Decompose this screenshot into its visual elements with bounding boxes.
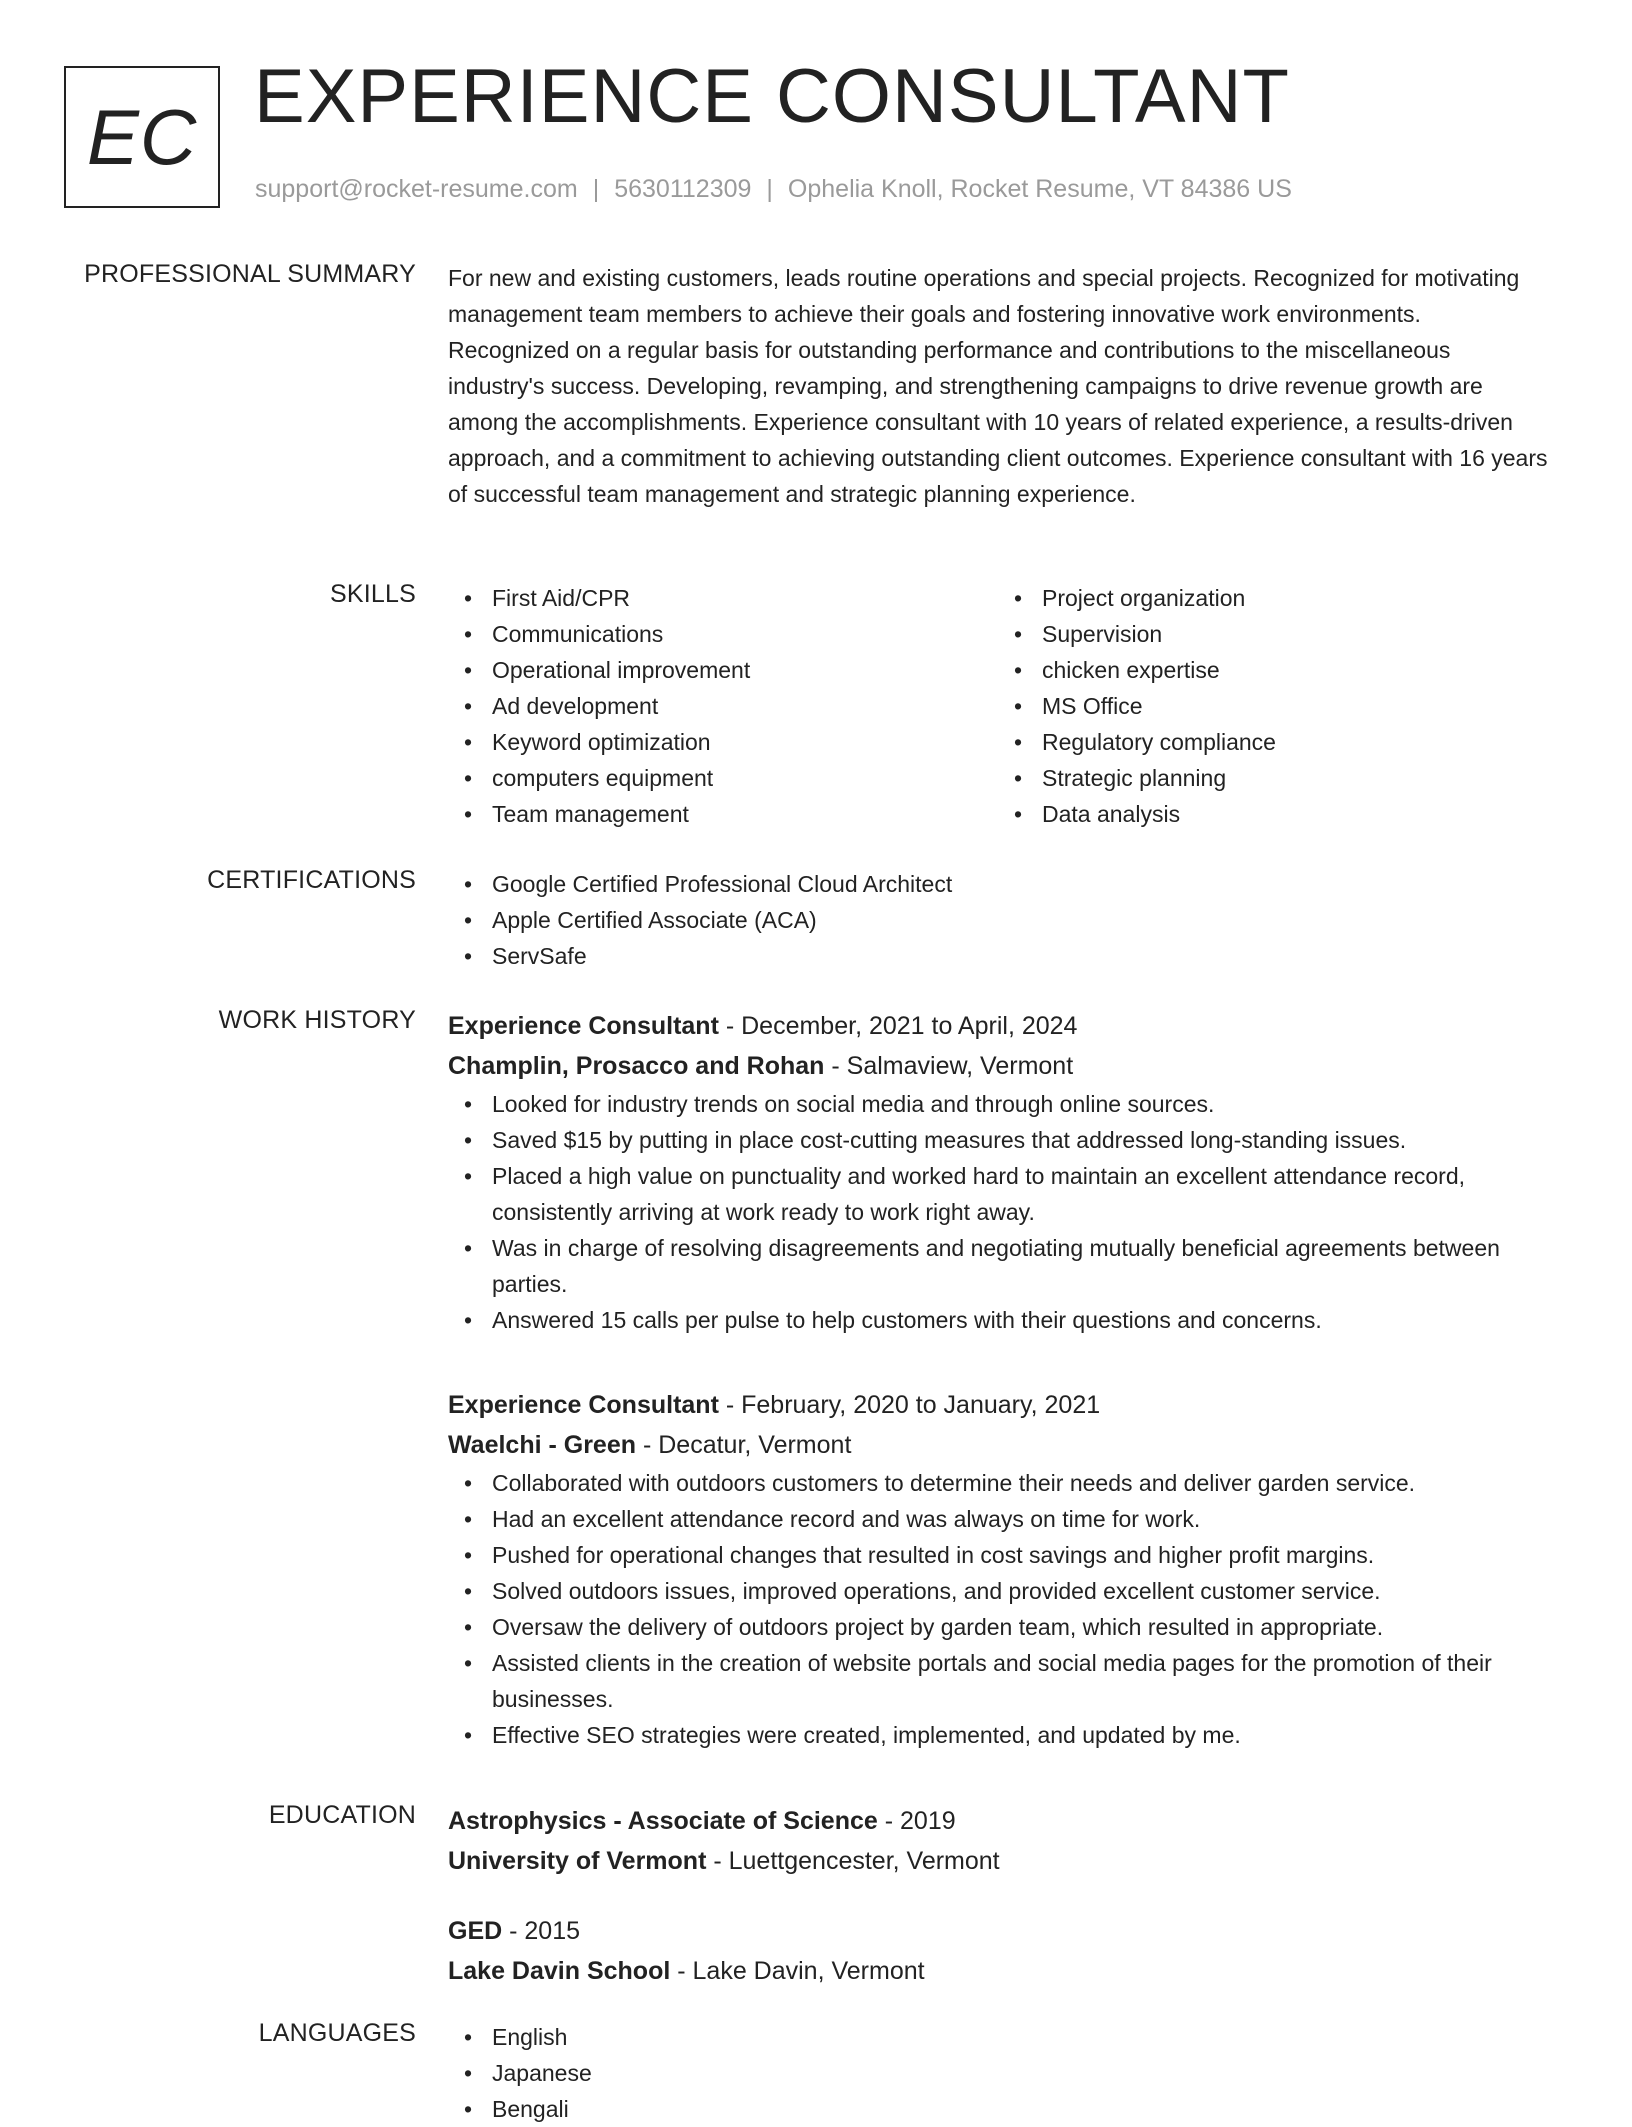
skill-item: • computers equipment (492, 760, 998, 796)
certification-item: • Apple Certified Associate (ACA) (492, 902, 1548, 938)
certification-item: • Google Certified Professional Cloud Architect (492, 866, 1548, 902)
job-location: - Decatur, Vermont (636, 1431, 852, 1459)
resume-title: EXPERIENCE CONSULTANT (254, 54, 1290, 139)
education-school: Lake Davin School (448, 1957, 671, 1985)
section-label-summary: PROFESSIONAL SUMMARY (84, 260, 416, 288)
contact-email[interactable]: support@rocket-resume.com (255, 175, 578, 203)
job-dates: - February, 2020 to January, 2021 (718, 1391, 1101, 1419)
job-bullet: • Answered 15 calls per pulse to help customers with their questions and concerns. (492, 1302, 1548, 1338)
section-label-work-history: WORK HISTORY (218, 1006, 416, 1034)
skill-item: • Operational improvement (492, 652, 998, 688)
skill-item: • Communications (492, 616, 998, 652)
skill-item: • First Aid/CPR (492, 580, 998, 616)
job-location: - Salmaview, Vermont (824, 1052, 1074, 1080)
education-school-line (448, 1951, 1548, 1991)
skill-item: • chicken expertise (1042, 652, 1548, 688)
contact-address: Ophelia Knoll, Rocket Resume, VT 84386 US (787, 175, 1292, 203)
certifications-content (448, 866, 1548, 974)
skill-item: • Ad development (492, 688, 998, 724)
job-bullet: • Oversaw the delivery of outdoors project by garden team, which resulted in appropriate. (492, 1609, 1548, 1645)
skill-item: • Team management (492, 796, 998, 832)
section-label-skills: SKILLS (330, 580, 416, 608)
skill-item: • Keyword optimization (492, 724, 998, 760)
monogram-logo: EC (64, 66, 220, 208)
education-degree-line (448, 1911, 1548, 1951)
certification-item: • ServSafe (492, 938, 1548, 974)
education-degree-line (448, 1801, 1548, 1841)
education-year: - 2019 (877, 1807, 956, 1835)
contact-line (255, 175, 1292, 204)
job-bullet: • Was in charge of resolving disagreements and negotiating mutually beneficial agreements between parties. (492, 1230, 1548, 1302)
certifications-list (448, 866, 1548, 974)
language-item: • Bengali (492, 2091, 1548, 2127)
section-label-education: EDUCATION (268, 1801, 416, 1829)
job-entry (448, 1006, 1548, 1338)
job-bullets (448, 1086, 1548, 1338)
section-label-certifications: CERTIFICATIONS (207, 866, 416, 894)
education-location: - Lake Davin, Vermont (670, 1957, 925, 1985)
contact-separator: | (592, 175, 600, 203)
summary-content (448, 260, 1548, 512)
skills-columns (448, 580, 1548, 832)
job-title-line (448, 1385, 1548, 1425)
job-title: Experience Consultant (448, 1012, 719, 1040)
summary-text: For new and existing customers, leads routine operations and special projects. Recognized for motivating management team members to achieve their goals and fostering innovative work environments. Recognized on a regular basis for outstanding performance and contributions to the miscellaneous industry's success. Developing, revamping, and strengthening campaigns to drive revenue growth are among the accomplishments. Experience consultant with 10 years of related experience, a results-driven approach, and a commitment to achieving outstanding client outcomes. Experience consultant with 16 years of successful team management and strategic planning experience. (448, 265, 1548, 507)
language-item: • Japanese (492, 2055, 1548, 2091)
job-dates: - December, 2021 to April, 2024 (718, 1012, 1078, 1040)
skill-item: • Supervision (1042, 616, 1548, 652)
job-bullet: • Saved $15 by putting in place cost-cutting measures that addressed long-standing issues. (492, 1122, 1548, 1158)
job-company: Waelchi - Green (448, 1431, 637, 1459)
job-company-line (448, 1425, 1548, 1465)
job-bullets (448, 1465, 1548, 1753)
job-bullet: • Pushed for operational changes that resulted in cost savings and higher profit margins. (492, 1537, 1548, 1573)
education-school-line (448, 1841, 1548, 1881)
skill-item: • Data analysis (1042, 796, 1548, 832)
job-bullet: • Assisted clients in the creation of website portals and social media pages for the promotion of their businesses. (492, 1645, 1548, 1717)
job-bullet: • Collaborated with outdoors customers to determine their needs and deliver garden service. (492, 1465, 1548, 1501)
job-company: Champlin, Prosacco and Rohan (448, 1052, 825, 1080)
education-year: - 2015 (502, 1917, 581, 1945)
job-company-line (448, 1046, 1548, 1086)
job-title: Experience Consultant (448, 1391, 719, 1419)
job-bullet: • Effective SEO strategies were created, implemented, and updated by me. (492, 1717, 1548, 1753)
education-location: - Luettgencester, Vermont (706, 1847, 1000, 1875)
language-item: • English (492, 2019, 1548, 2055)
education-entry (448, 1911, 1548, 1991)
contact-phone[interactable]: 5630112309 (614, 175, 752, 203)
job-entry (448, 1385, 1548, 1753)
education-degree: GED (448, 1917, 503, 1945)
job-bullet: • Had an excellent attendance record and was always on time for work. (492, 1501, 1548, 1537)
skill-item: • MS Office (1042, 688, 1548, 724)
education-entry (448, 1801, 1548, 1881)
job-bullet: • Looked for industry trends on social media and through online sources. (492, 1086, 1548, 1122)
education-degree: Astrophysics - Associate of Science (448, 1807, 878, 1835)
job-bullet: • Solved outdoors issues, improved operations, and provided excellent customer service. (492, 1573, 1548, 1609)
skills-list-left (448, 580, 998, 832)
skill-item: • Project organization (1042, 580, 1548, 616)
education-school: University of Vermont (448, 1847, 707, 1875)
languages-content (448, 2019, 1548, 2127)
skill-item: • Strategic planning (1042, 760, 1548, 796)
job-bullet: • Placed a high value on punctuality and worked hard to maintain an excellent attendance record, consistently arriving at work ready to work right away. (492, 1158, 1548, 1230)
section-label-languages: LANGUAGES (258, 2019, 416, 2047)
skill-item: • Regulatory compliance (1042, 724, 1548, 760)
job-title-line (448, 1006, 1548, 1046)
languages-list (448, 2019, 1548, 2127)
contact-separator: | (766, 175, 773, 203)
skills-list-right (998, 580, 1548, 832)
